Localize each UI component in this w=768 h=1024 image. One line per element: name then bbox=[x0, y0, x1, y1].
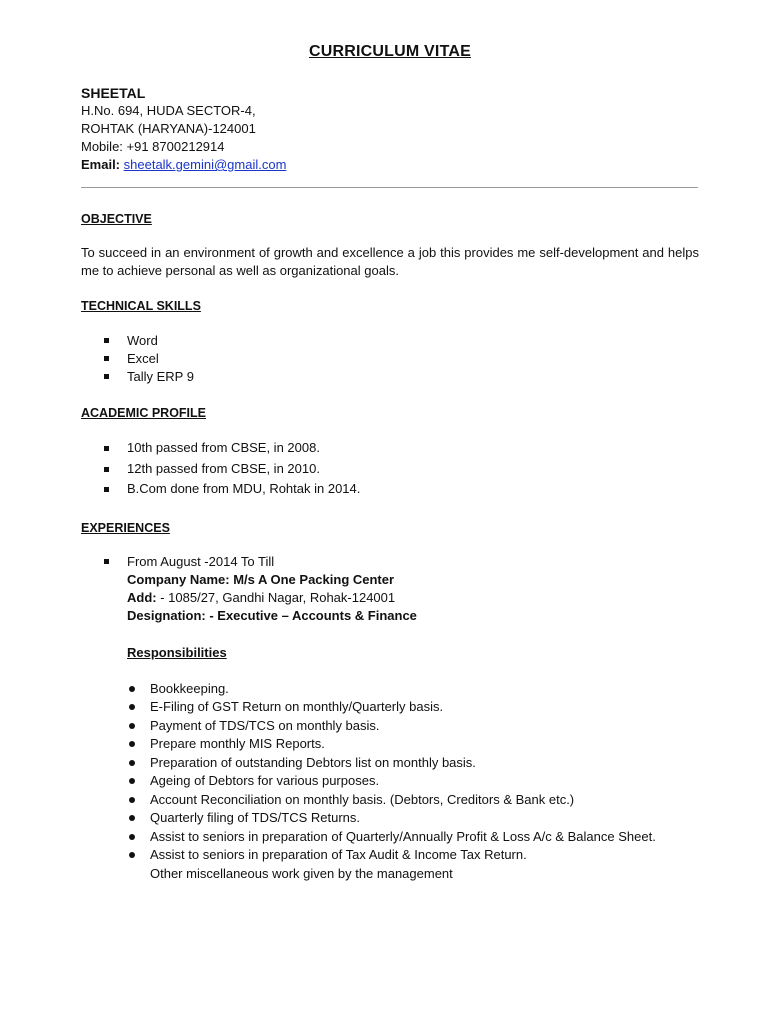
list-item bbox=[81, 459, 699, 480]
responsibility-text: Ageing of Debtors for various purposes. bbox=[150, 773, 380, 788]
objective-heading: OBJECTIVE bbox=[81, 212, 152, 226]
address-value: - 1085/27, Gandhi Nagar, Rohak-124001 bbox=[160, 589, 396, 605]
email-link[interactable]: sheetalk.gemini@gmail.com bbox=[123, 157, 287, 172]
address-line-1: H.No. 694, HUDA SECTOR-4, bbox=[81, 103, 256, 118]
skill-label: Word bbox=[127, 333, 158, 348]
list-item bbox=[127, 754, 699, 773]
designation: Designation: - Executive – Accounts & Finance bbox=[127, 607, 417, 623]
technical-skills-heading: TECHNICAL SKILLS bbox=[81, 299, 201, 313]
responsibility-text: Account Reconciliation on monthly basis. (Debtors, Creditors & Bank etc.) bbox=[150, 791, 575, 807]
round-bullet-icon bbox=[129, 815, 135, 821]
list-item bbox=[81, 479, 699, 500]
email-label: Email: bbox=[81, 157, 121, 172]
square-bullet-icon bbox=[104, 446, 109, 451]
round-bullet-icon bbox=[129, 852, 135, 858]
email-row bbox=[81, 156, 699, 174]
round-bullet-icon bbox=[129, 704, 135, 710]
round-bullet-icon bbox=[129, 760, 135, 766]
list-item bbox=[81, 438, 699, 459]
round-bullet-icon bbox=[129, 834, 135, 840]
company-name: Company Name: M/s A One Packing Center bbox=[127, 571, 395, 587]
academic-profile-heading: ACADEMIC PROFILE bbox=[81, 406, 206, 420]
list-item bbox=[127, 772, 699, 791]
list-item bbox=[127, 698, 699, 717]
address-line-2: ROHTAK (HARYANA)-124001 bbox=[81, 121, 256, 136]
list-item bbox=[127, 717, 699, 736]
document-title: CURRICULUM VITAE bbox=[308, 43, 471, 60]
square-bullet-icon bbox=[104, 559, 109, 564]
candidate-name: SHEETAL bbox=[81, 85, 146, 101]
responsibilities-list bbox=[81, 680, 699, 884]
experience-entry bbox=[81, 553, 699, 662]
square-bullet-icon bbox=[104, 467, 109, 472]
round-bullet-icon bbox=[129, 723, 135, 729]
responsibilities-heading: Responsibilities bbox=[127, 644, 227, 660]
responsibility-text: Quarterly filing of TDS/TCS Returns. bbox=[150, 810, 360, 825]
company-address bbox=[127, 589, 699, 607]
academic-entry: 12th passed from CBSE, in 2010. bbox=[127, 460, 320, 476]
responsibility-text: Prepare monthly MIS Reports. bbox=[150, 736, 325, 751]
objective-text: To succeed in an environment of growth and excellence a job this provides me self-development and helps me to achieve personal as well as organizational goals. bbox=[81, 245, 699, 278]
responsibility-text: Payment of TDS/TCS on monthly basis. bbox=[150, 717, 380, 733]
round-bullet-icon bbox=[129, 778, 135, 784]
list-item bbox=[81, 350, 699, 368]
academic-profile-list bbox=[81, 438, 699, 500]
responsibility-text: Preparation of outstanding Debtors list on monthly basis. bbox=[150, 754, 476, 770]
academic-entry: B.Com done from MDU, Rohtak in 2014. bbox=[127, 481, 361, 496]
responsibility-text: Bookkeeping. bbox=[150, 680, 229, 696]
square-bullet-icon bbox=[104, 487, 109, 492]
list-item bbox=[127, 809, 699, 828]
round-bullet-icon bbox=[129, 797, 135, 803]
closing-line: Other miscellaneous work given by the management bbox=[150, 865, 453, 881]
list-item bbox=[81, 332, 699, 350]
address-label: Add: bbox=[127, 589, 157, 605]
list-item bbox=[127, 791, 699, 810]
skill-label: Tally ERP 9 bbox=[127, 369, 194, 384]
employment-period: From August -2014 To Till bbox=[127, 553, 275, 569]
list-item bbox=[127, 735, 699, 754]
round-bullet-icon bbox=[129, 741, 135, 747]
mobile-number: Mobile: +91 8700212914 bbox=[81, 139, 225, 154]
responsibility-text: E-Filing of GST Return on monthly/Quarterly basis. bbox=[150, 699, 444, 714]
academic-entry: 10th passed from CBSE, in 2008. bbox=[127, 440, 320, 455]
experiences-heading: EXPERIENCES bbox=[81, 520, 170, 535]
list-item bbox=[127, 846, 699, 883]
cv-document bbox=[81, 40, 699, 883]
skill-label: Excel bbox=[127, 351, 159, 366]
responsibility-text: Assist to seniors in preparation of Tax Audit & Income Tax Return. bbox=[150, 847, 527, 862]
square-bullet-icon bbox=[104, 338, 109, 343]
responsibility-text: Assist to seniors in preparation of Quarterly/Annually Profit & Loss A/c & Balance Sheet. bbox=[150, 828, 656, 844]
technical-skills-list bbox=[81, 332, 699, 386]
list-item bbox=[81, 368, 699, 386]
round-bullet-icon bbox=[129, 686, 135, 692]
list-item bbox=[127, 680, 699, 699]
square-bullet-icon bbox=[104, 374, 109, 379]
list-item bbox=[127, 828, 699, 847]
square-bullet-icon bbox=[104, 356, 109, 361]
